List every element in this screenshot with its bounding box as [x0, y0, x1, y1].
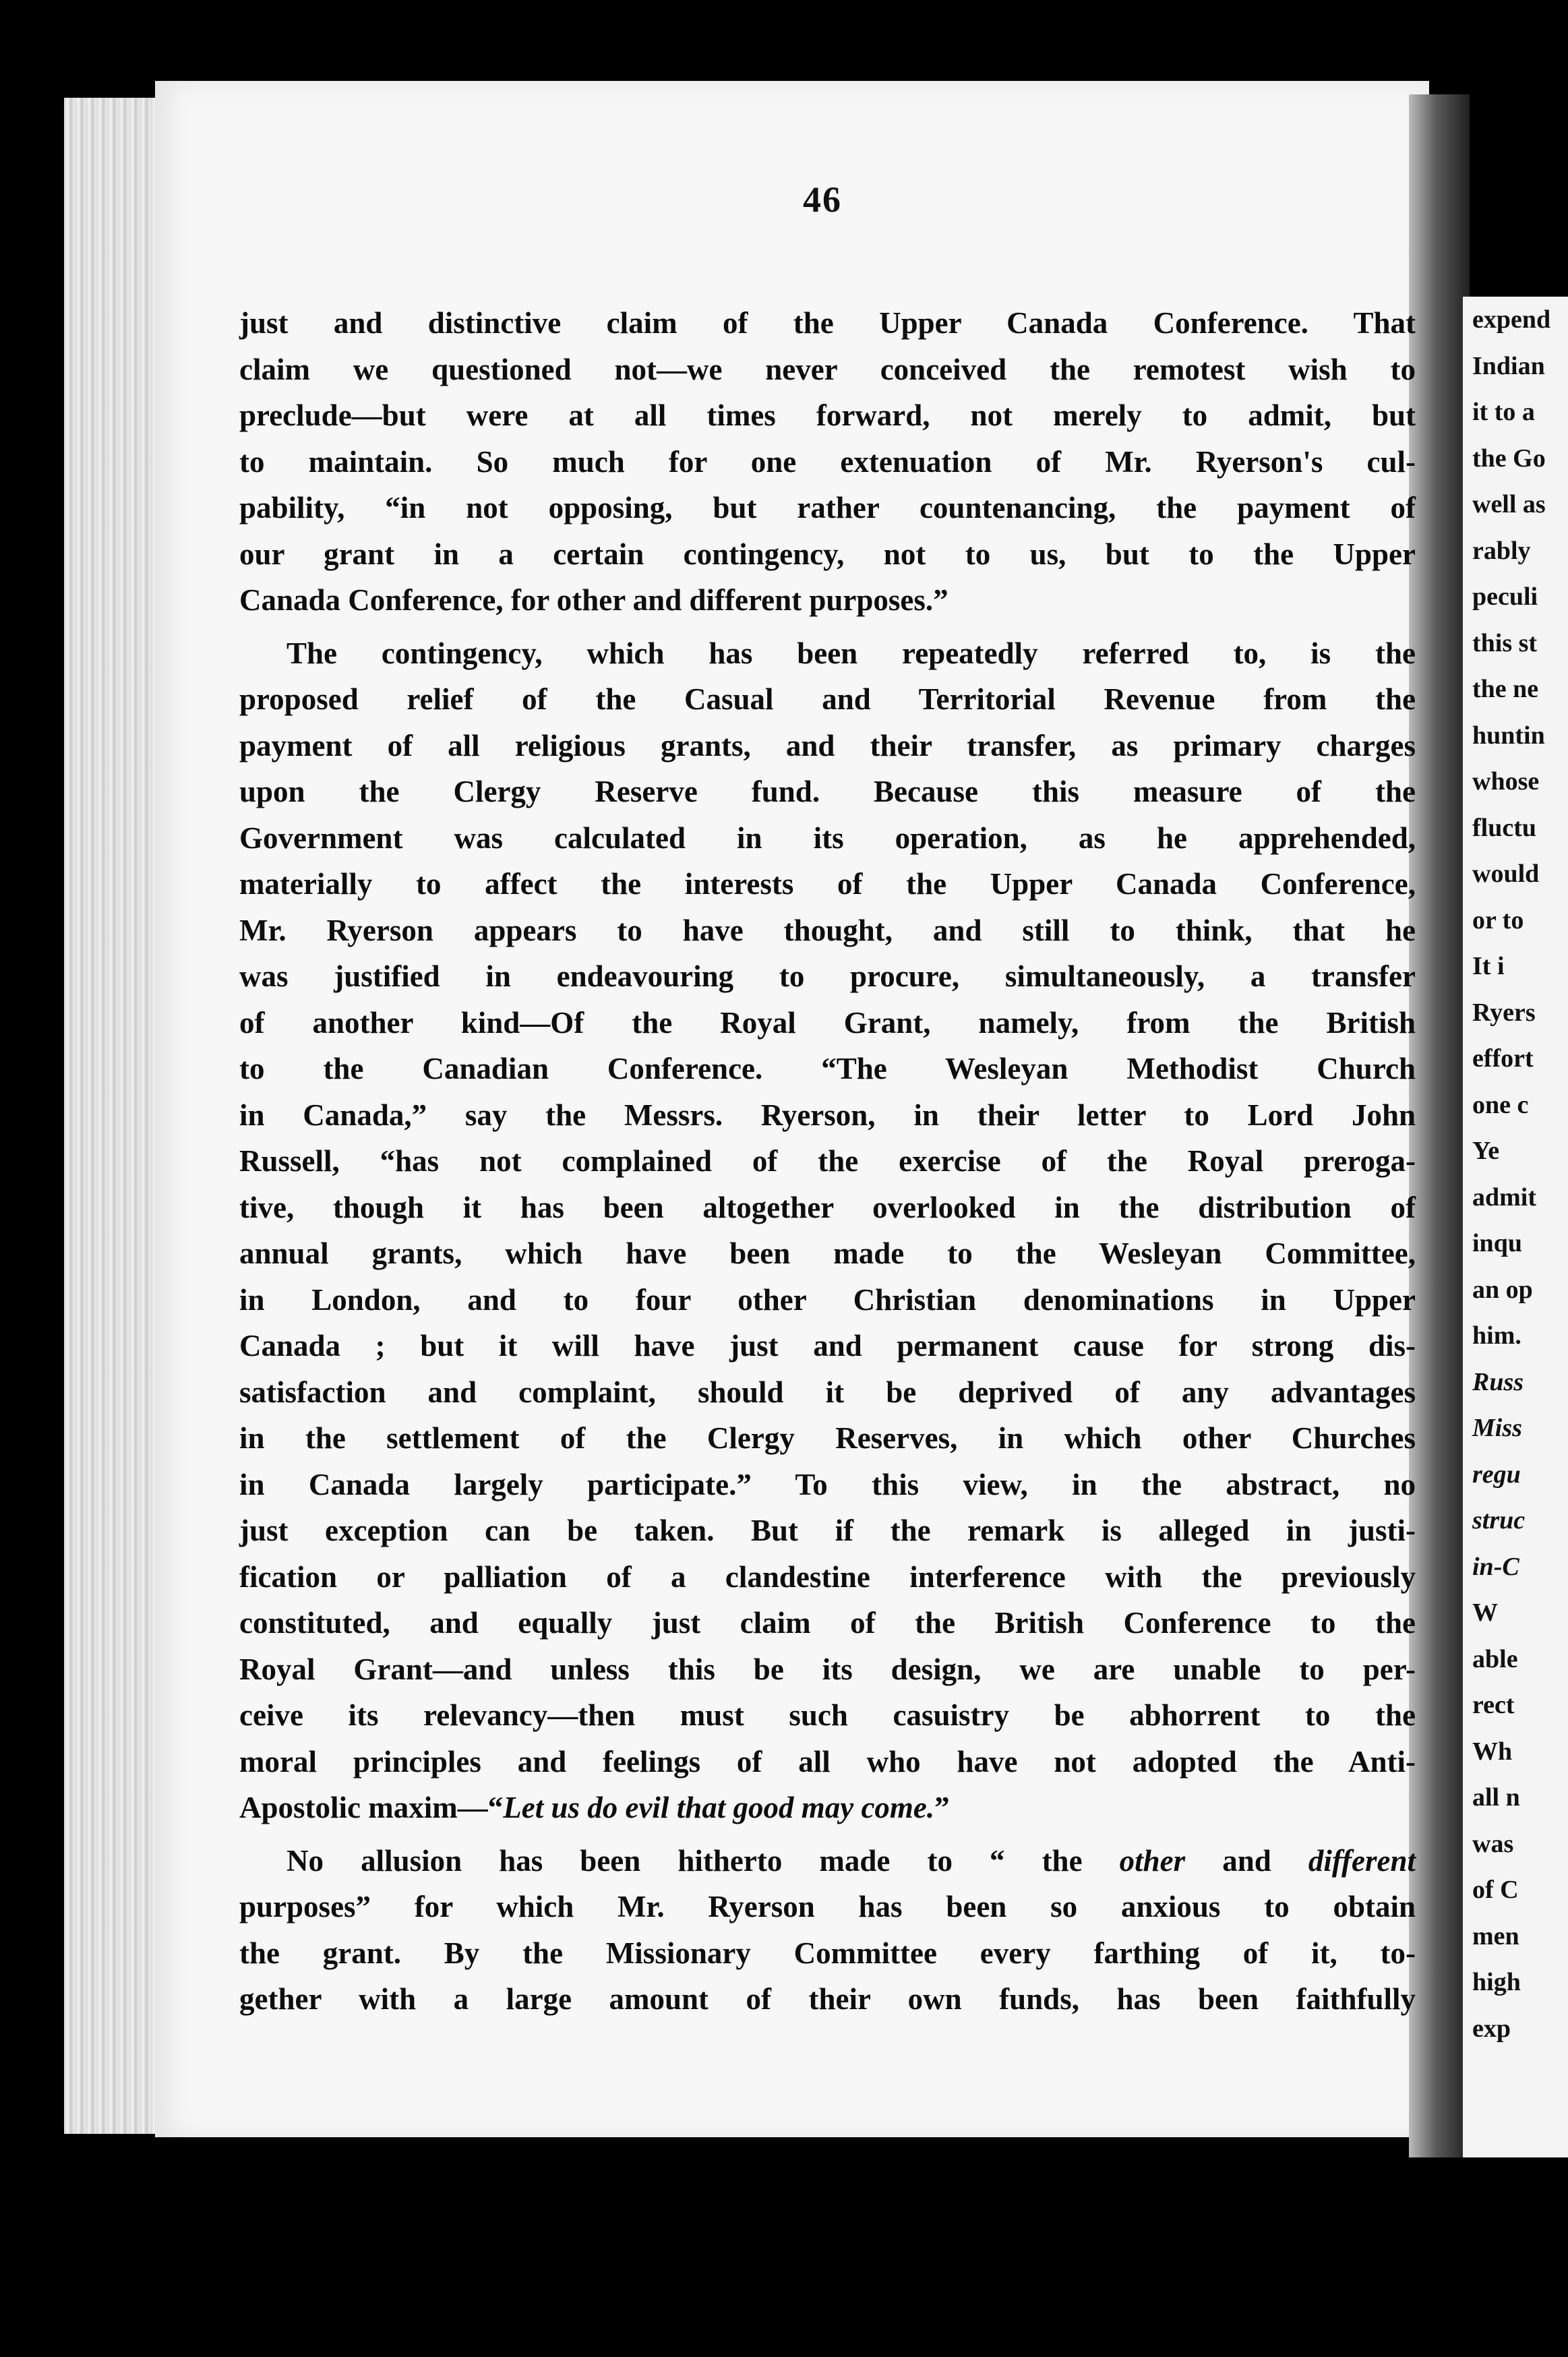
text-line: in the settlement of the Clergy Reserves, in which other Churches [239, 1421, 1416, 1455]
page-number: 46 [803, 179, 842, 220]
text-line: Mr. Ryerson appears to have thought, and still to think, that he [239, 913, 1416, 947]
text-segment: ” [934, 1791, 950, 1824]
facing-line: the ne [1472, 675, 1539, 703]
facing-line: Russ [1472, 1367, 1524, 1396]
facing-line: it to a [1472, 398, 1535, 426]
text-line: ceive its relevancy—then must such casuistry be abhorrent to the [239, 1698, 1416, 1732]
text-line: annual grants, which have been made to the Wesleyan Committee, [239, 1236, 1416, 1270]
text-line: the grant. By the Missionary Committee every farthing of it, to- [239, 1936, 1416, 1970]
facing-line: of C [1472, 1876, 1519, 1904]
text-line: in Canada,” say the Messrs. Ryerson, in their letter to Lord John [239, 1098, 1416, 1132]
facing-line: rably [1472, 536, 1531, 565]
page-body-text [239, 300, 1416, 2023]
facing-line: effort [1472, 1044, 1534, 1073]
text-line: just exception can be taken. But if the remark is alleged in justi- [239, 1514, 1416, 1547]
facing-line: W [1472, 1599, 1498, 1627]
facing-line: this st [1472, 628, 1538, 657]
italic-word: other [1119, 1843, 1186, 1878]
facing-line: men [1472, 1921, 1519, 1950]
facing-line: able [1472, 1644, 1518, 1673]
facing-line: admit [1472, 1183, 1536, 1212]
text-line: just and distinctive claim of the Upper Canada Conference. That [239, 306, 1416, 340]
text-segment: No allusion has been hitherto made to “ the [287, 1843, 1120, 1878]
facing-line: in-C [1472, 1552, 1519, 1581]
text-line: Russell, “has not complained of the exercise of the Royal preroga- [239, 1144, 1416, 1178]
text-line: satisfaction and complaint, should it be deprived of any advantages [239, 1375, 1416, 1409]
facing-line: Miss [1472, 1414, 1522, 1442]
facing-line: Indian [1472, 351, 1545, 380]
facing-line: would [1472, 860, 1540, 888]
text-line: in Canada largely participate.” To this view, in the abstract, no [239, 1467, 1416, 1501]
text-line: The contingency, which has been repeatedly referred to, is the [287, 636, 1416, 670]
text-line: was justified in endeavouring to procure, simultaneously, a transfer [239, 959, 1416, 993]
text-line: constituted, and equally just claim of the British Conference to the [239, 1606, 1416, 1640]
facing-line: peculi [1472, 583, 1538, 611]
facing-line: Wh [1472, 1737, 1513, 1766]
facing-line: all n [1472, 1783, 1520, 1812]
text-line: to maintain. So much for one extenuation of Mr. Ryerson's cul- [239, 444, 1416, 479]
text-line: Canada Conference, for other and different purposes.” [239, 583, 948, 617]
facing-line: was [1472, 1829, 1514, 1858]
facing-line: Ryers [1472, 998, 1536, 1027]
facing-line: Ye [1472, 1137, 1500, 1165]
facing-line: well as [1472, 490, 1546, 518]
facing-page-fragment [1463, 297, 1568, 2157]
text-line: preclude—but were at all times forward, not merely to admit, but [239, 398, 1416, 432]
facing-line: exp [1472, 2014, 1511, 2043]
text-line [239, 1785, 1416, 1831]
text-line: fication or palliation of a clandestine interference with the previously [239, 1559, 1416, 1594]
book-gutter [1409, 94, 1470, 2157]
facing-line: fluctu [1472, 813, 1536, 842]
facing-line: inqu [1472, 1229, 1522, 1257]
text-segment: Apostolic maxim—“ [239, 1791, 504, 1824]
facing-line: rect [1472, 1691, 1515, 1719]
facing-line: huntin [1472, 721, 1545, 750]
text-line: gether with a large amount of their own funds, has been faithfully [239, 1982, 1416, 2016]
facing-line: the Go [1472, 444, 1546, 473]
text-line: our grant in a certain contingency, not to us, but to the Upper [239, 537, 1416, 571]
text-line: Government was calculated in its operation, as he apprehended, [239, 821, 1416, 855]
italic-quote: Let us do evil that good may come. [503, 1791, 935, 1824]
facing-line: struc [1472, 1506, 1526, 1534]
text-line: purposes” for which Mr. Ryerson has been so anxious to obtain [239, 1890, 1416, 1923]
text-line: in London, and to four other Christian denominations in Upper [239, 1282, 1416, 1317]
facing-line: him. [1472, 1321, 1521, 1350]
text-line: to the Canadian Conference. “The Wesleyan Methodist Church [239, 1052, 1416, 1085]
text-line: tive, though it has been altogether overlooked in the distribution of [239, 1190, 1416, 1224]
text-line: pability, “in not opposing, but rather countenancing, the payment of [239, 491, 1416, 525]
text-line: proposed relief of the Casual and Territorial Revenue from the [239, 682, 1416, 716]
text-line: payment of all religious grants, and their transfer, as primary charges [239, 728, 1416, 763]
facing-line: or to [1472, 905, 1524, 934]
italic-word: different [1308, 1843, 1416, 1878]
facing-line: regu [1472, 1460, 1521, 1489]
facing-line: an op [1472, 1275, 1533, 1304]
text-line: Canada ; but it will have just and permanent cause for strong dis- [239, 1329, 1416, 1363]
text-line: materially to affect the interests of the Upper Canada Conference, [239, 867, 1416, 901]
text-line: of another kind—Of the Royal Grant, namely, from the British [239, 1005, 1416, 1040]
text-line: moral principles and feelings of all who have not adopted the Anti- [239, 1744, 1416, 1779]
text-segment: and [1185, 1843, 1308, 1878]
text-line: Royal Grant—and unless this be its design, we are unable to per- [239, 1652, 1416, 1686]
facing-line: high [1472, 1968, 1521, 1996]
facing-line: It i [1472, 952, 1505, 980]
text-line: claim we questioned not—we never conceived the remotest wish to [239, 352, 1416, 386]
text-line: upon the Clergy Reserve fund. Because this measure of the [239, 775, 1416, 808]
facing-line: one c [1472, 1090, 1529, 1119]
text-line [239, 1838, 1416, 1884]
facing-line: expend [1472, 305, 1551, 334]
facing-line: whose [1472, 767, 1540, 796]
